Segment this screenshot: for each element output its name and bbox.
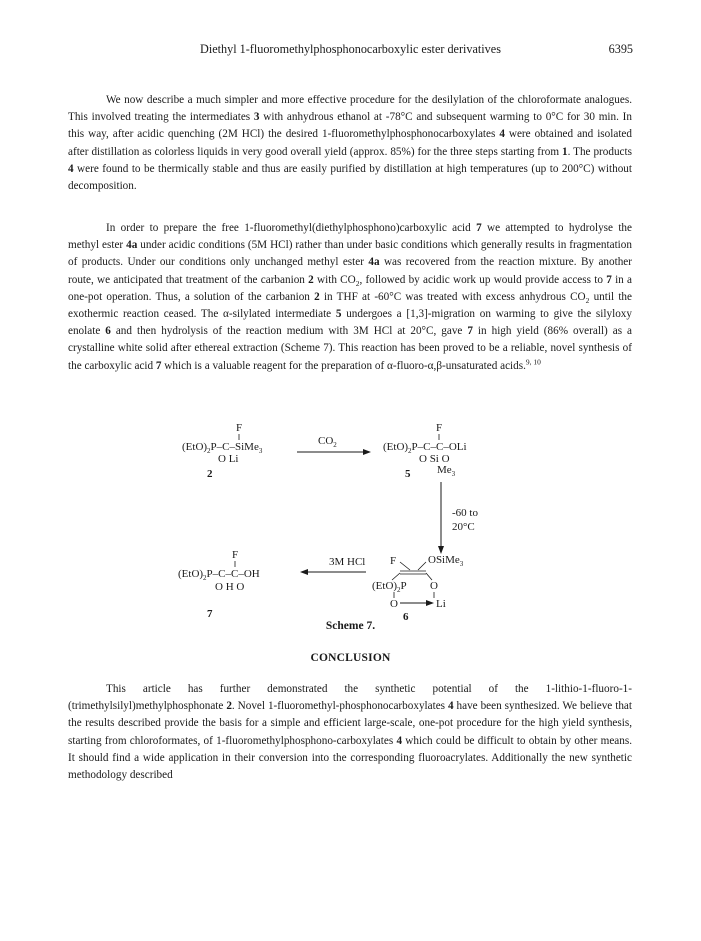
fluorine-label: F	[390, 555, 397, 567]
running-title: Diethyl 1-fluoromethylphosphonocarboxylic ester derivatives	[200, 42, 501, 56]
text-run: we attempted to hydrolyse the methyl ester	[68, 222, 632, 252]
arrow-hcl	[300, 556, 366, 575]
compound-2-substituents: O Li	[218, 453, 239, 465]
compound-ref: 7	[606, 273, 612, 286]
reaction-scheme	[160, 420, 560, 635]
compound-ref: 6	[105, 325, 111, 338]
fluorine-label: F	[232, 549, 239, 561]
subscript: 2	[585, 296, 590, 306]
text-run: have been synthesized. We believe that the results described provide the basis for a simple and efficient large-scale, one-pot procedure for the high yield synthesis, starting from chloroformates, of 1-fluoromethylphosphono-carboxylates	[68, 700, 633, 747]
text-run: until the exothermic reaction ceased. The α-silylated intermediate	[68, 290, 632, 321]
compound-6-phosphonate: $(EtO)_2P$	[372, 580, 407, 594]
compound-ref: 4	[68, 162, 74, 175]
compound-ref: 7	[155, 359, 162, 372]
subscript: 2	[355, 278, 360, 288]
compound-ref: 2	[314, 290, 320, 303]
arrow-co2-label: $CO_2$	[318, 435, 337, 449]
text-run: undergoes a [1,3]-migration on warming to give the silyloxy enolate	[68, 308, 632, 338]
compound-6	[372, 554, 464, 623]
compound-ref: 5	[335, 308, 342, 321]
compound-7-formula: $(EtO)_2P-C-C-OH$	[178, 568, 260, 582]
text-run: in a one-pot operation. Thus, a solution of the carbanion	[68, 273, 632, 303]
text-run: in THF at -60°C was treated with excess anhydrous CO	[319, 290, 586, 303]
paragraph-carboxylic-acid	[68, 220, 632, 375]
compound-ref: 1	[561, 145, 568, 158]
compound-ref: 2	[226, 700, 232, 713]
text-run: We now describe a much simpler and more effective procedure for the desilylation of the chloroformate analogues. This involved treating the intermediates	[68, 94, 632, 124]
arrow-co2	[297, 435, 371, 455]
conclusion-heading: CONCLUSION	[310, 652, 391, 664]
text-run: under acidic conditions (5M HCl) rather than under basic conditions which generally results in fragmentation of products. Under our conditions only unchanged methyl ester	[68, 239, 632, 269]
arrow-warming-line2: 20°C	[452, 521, 475, 533]
compound-ref: 4	[447, 700, 454, 713]
compound-ref: 7	[467, 325, 473, 338]
fluorine-label: F	[436, 422, 443, 434]
text-run: In order to prepare the free 1-fluoromethyl(diethylphosphono)carboxylic acid	[106, 222, 477, 234]
compound-ref: 4	[499, 128, 505, 141]
paragraph-desilylation	[68, 92, 632, 195]
arrow-hcl-label: 3M HCl	[329, 556, 366, 568]
compound-ref: 2	[308, 273, 314, 286]
text-run: was recovered from the reaction mixture. By another route, we anticipated that treatment of the carbanion	[68, 256, 632, 286]
text-run: . Novel 1-fluoromethyl-phosphonocarboxylates	[231, 700, 448, 713]
compound-5-formula: $(EtO)_2P-C-C$–OLi	[383, 441, 467, 455]
compound-2-formula: $(EtO)_2P-C-SiMe_3$	[182, 441, 263, 455]
compound-2	[182, 422, 263, 480]
compound-7-substituents: O H O	[215, 581, 245, 593]
oxygen-label: O	[430, 580, 438, 592]
text-run: were obtained and isolated after distillation as colorless liquids in very good overall yield (approx. 85%) for the three steps starting from	[68, 128, 632, 158]
text-run: This article has further demonstrated the synthetic potential of the 1-lithio-1-fluoro-1-(trimethylsilyl)methylphosphonate	[68, 683, 632, 713]
compound-5-methyls: $Me_3$	[437, 464, 456, 478]
fluorine-label: F	[236, 422, 243, 434]
text-run: were found to be thermically stable and thus are easily purified by distillation at high temperatures (up to 200°C) without decomposition.	[68, 162, 632, 193]
paragraph-conclusion	[68, 681, 632, 784]
compound-ref: 4a	[126, 239, 138, 252]
compound-ref: 4a	[368, 256, 380, 269]
compound-ref: 4	[396, 734, 403, 747]
lithium-label: Li	[436, 598, 446, 610]
arrow-warming	[438, 482, 478, 554]
citation-superscript: 9, 10	[525, 356, 541, 366]
compound-7	[178, 549, 260, 620]
text-run: . The products	[567, 145, 632, 158]
arrow-warming-line1: -60 to	[452, 507, 478, 519]
compound-2-number: 2	[207, 468, 213, 480]
running-header	[0, 42, 701, 58]
text-run: in high yield (86% overall) as a crystalline white solid after ethereal extraction (Scheme 7). This reaction has been proved to be a reliable, novel synthesis of the carboxylic acid	[68, 325, 633, 372]
silyloxy-label: OSiMe$_3$	[428, 554, 464, 568]
compound-7-number: 7	[207, 608, 213, 620]
text-run: with anhydrous ethanol at -78°C and subsequent warming to 0°C for 30 min. In this way, after acidic quenching (2M HCl) the desired 1-fluoromethylphosphonocarboxylates	[68, 111, 632, 141]
scheme-caption: Scheme 7.	[325, 620, 376, 632]
text-run: , followed by acidic work up would provide access to	[359, 273, 607, 286]
page-number: 6395	[608, 42, 633, 56]
compound-5-substituents: O Si O	[419, 453, 450, 465]
text-run: which could be difficult to obtain by other means. It should find a wide application in their conversion into the corresponding fluoroacrylates. Additionally the new synthetic methodology described	[68, 734, 632, 782]
compound-ref: 7	[476, 222, 482, 234]
compound-6-number: 6	[403, 611, 409, 623]
compound-5-number: 5	[405, 468, 411, 480]
compound-ref: 3	[253, 111, 260, 124]
text-run: and then hydrolysis of the reaction medium with 3M HCl at 20°C, gave	[110, 325, 468, 338]
text-run: with CO	[313, 273, 356, 286]
oxygen-label: O	[390, 598, 398, 610]
text-run: which is a valuable reagent for the preparation of α-fluoro-α,β-unsaturated acids.	[161, 359, 526, 372]
compound-5	[383, 422, 467, 480]
